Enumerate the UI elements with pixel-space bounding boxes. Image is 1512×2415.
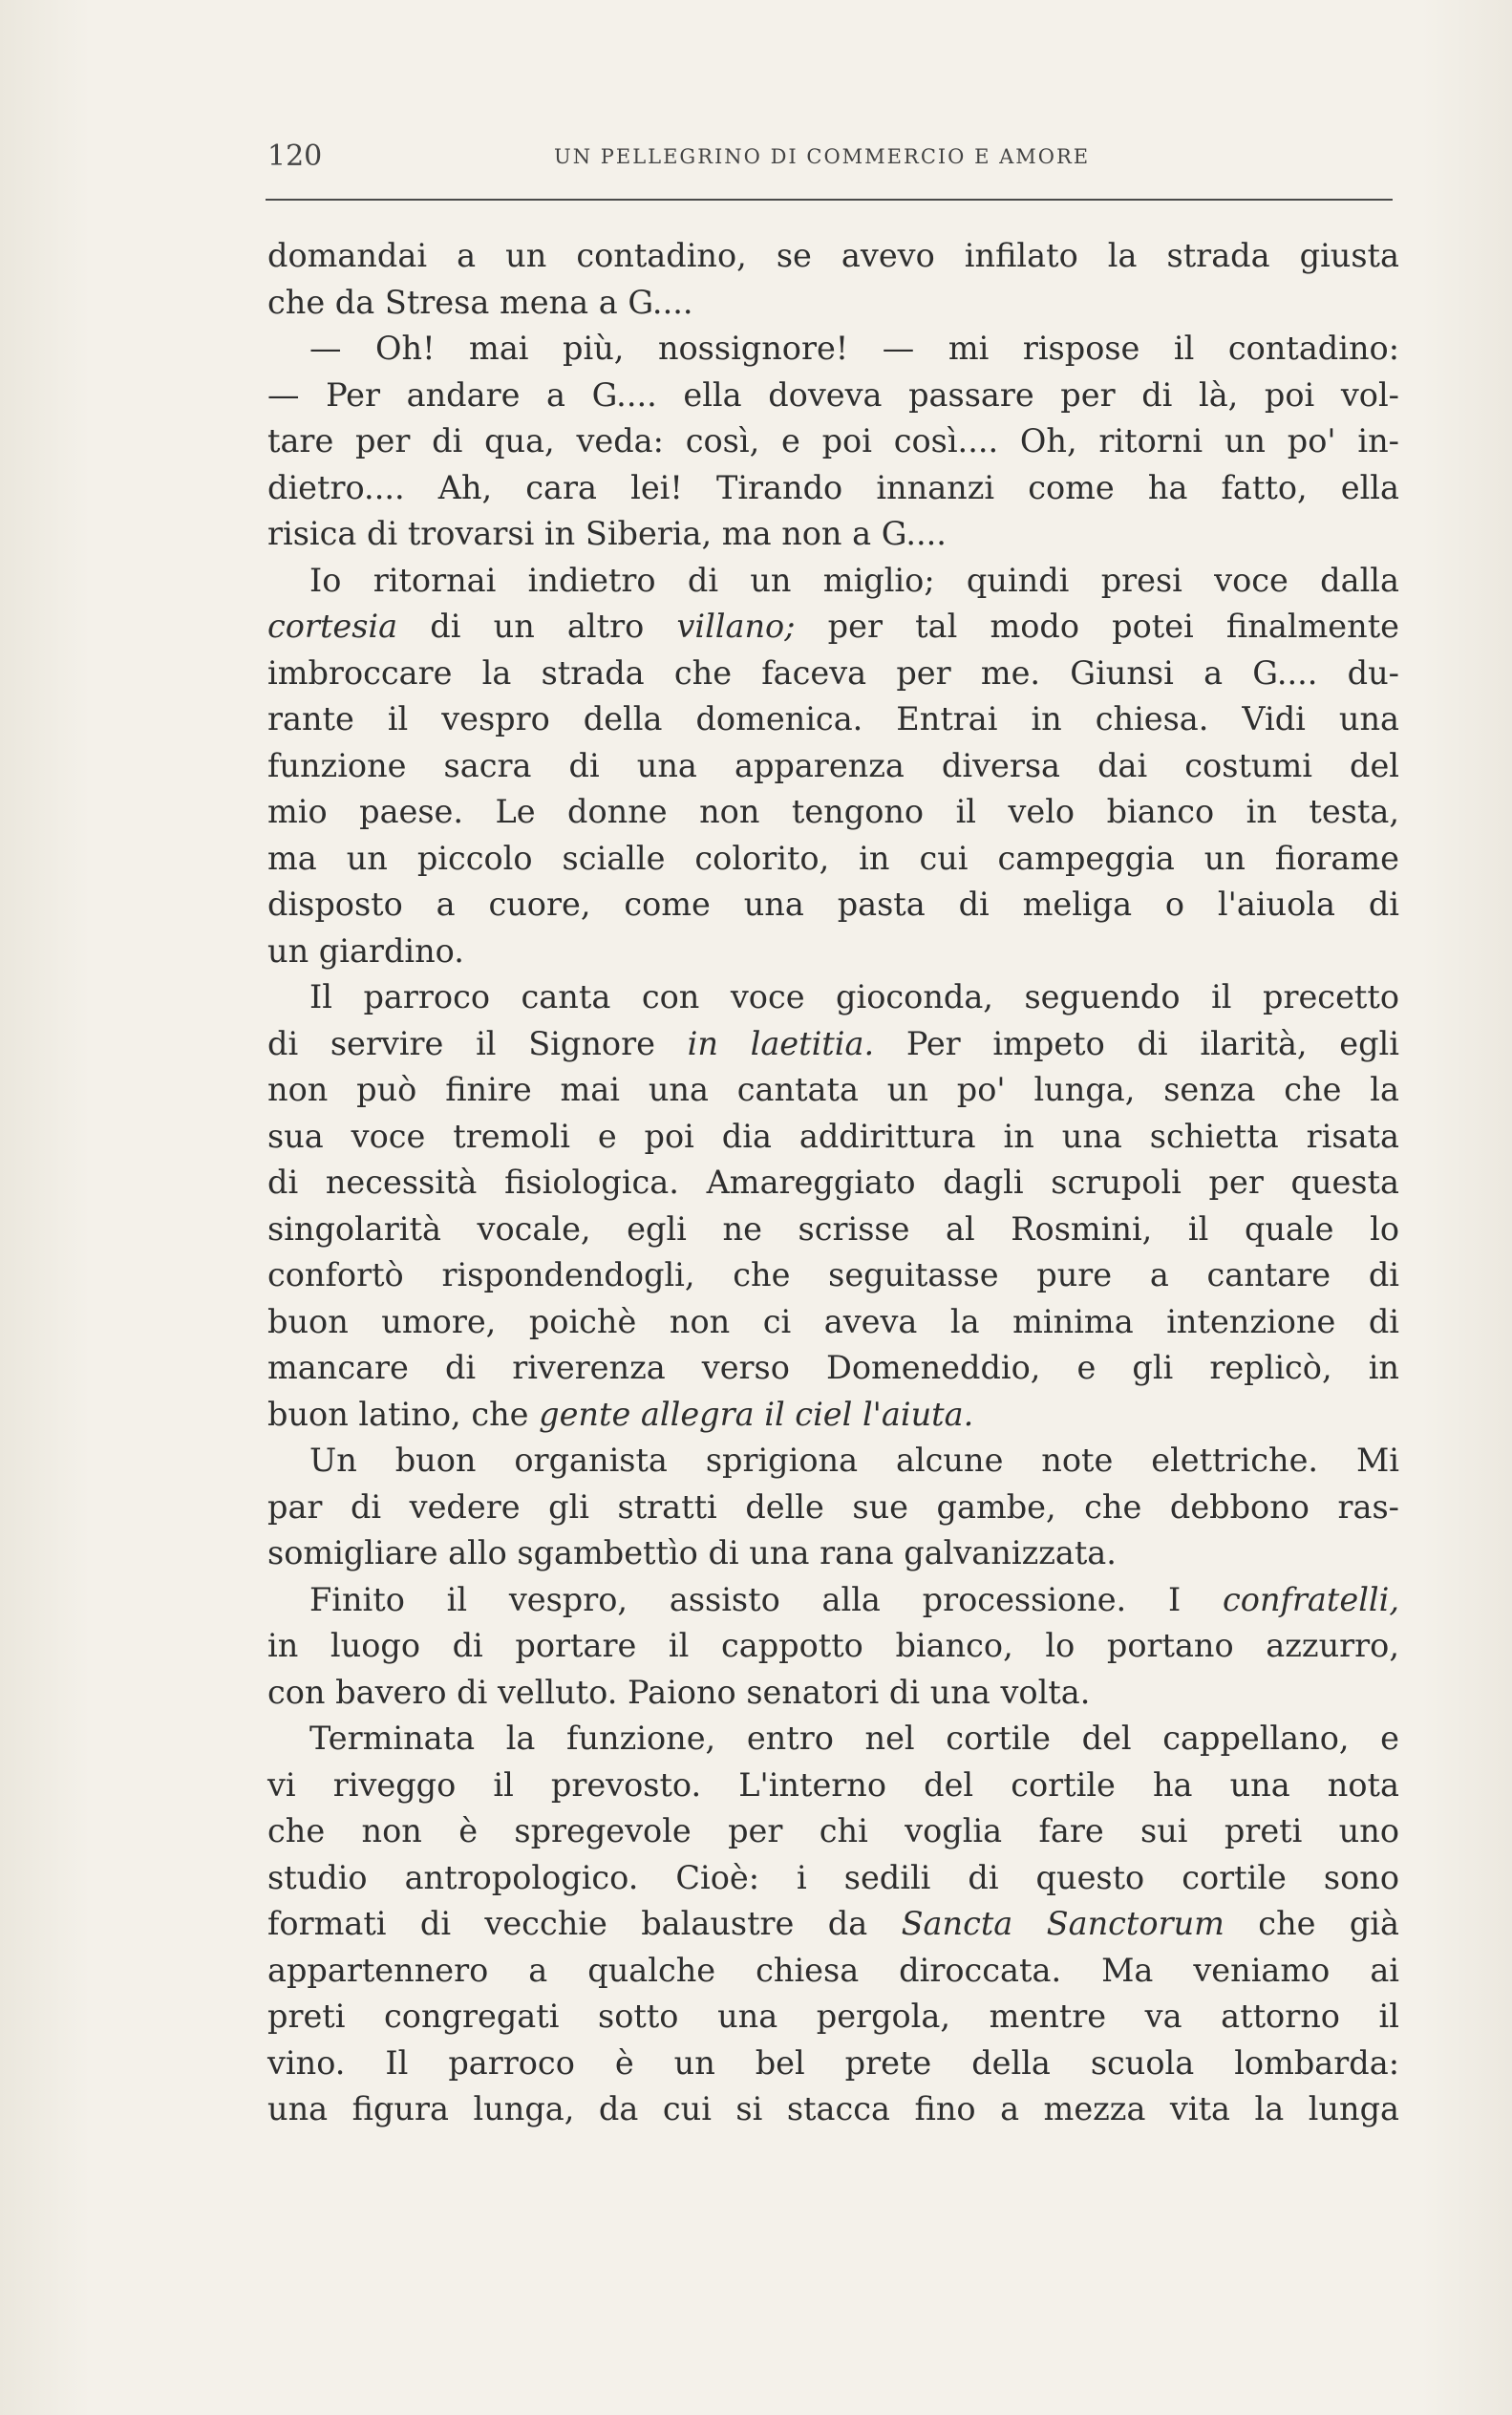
text-line: disposto a cuore, come una pasta di meliga o l'aiuola di bbox=[267, 886, 1399, 923]
text-line: singolarità vocale, egli ne scrisse al Rosmini, il quale lo bbox=[267, 1209, 1399, 1248]
text-line: confortò rispondendogli, che seguitasse pure a cantare di bbox=[267, 1256, 1399, 1293]
text-line: studio antropologico. Cioè: i sedili di questo cortile sono bbox=[267, 1858, 1399, 1896]
text-line: Il parroco canta con voce gioconda, seguendo il precetto bbox=[309, 978, 1399, 1015]
text-line: risica di trovarsi in Siberia, ma non a G.... bbox=[267, 515, 947, 552]
text-span: Per impeto di ilarità, egli bbox=[874, 1024, 1399, 1062]
text-line: preti congregati sotto una pergola, mentre va attorno il bbox=[267, 1998, 1399, 2035]
italic-span: cortesia bbox=[267, 608, 398, 645]
text-line: rante il vespro della domenica. Entrai in chiesa. Vidi una bbox=[267, 700, 1399, 737]
text-line: che non è spregevole per chi voglia fare sui preti uno bbox=[267, 1812, 1399, 1849]
running-title: UN PELLEGRINO DI COMMERCIO E AMORE bbox=[554, 145, 1091, 168]
text-line bbox=[267, 1392, 1399, 1439]
text-line bbox=[267, 1577, 1399, 1624]
text-line: ma un piccolo scialle colorito, in cui campeggia un fiorame bbox=[267, 839, 1399, 877]
text-span: per tal modo potei finalmente bbox=[795, 608, 1399, 645]
text-line: di necessità fisiologica. Amareggiato dagli scrupoli per questa bbox=[267, 1164, 1399, 1201]
text-line: sua voce tremoli e poi dia addirittura in una schietta risata bbox=[267, 1117, 1399, 1155]
text-line: — Per andare a G.... ella doveva passare per di là, poi vol- bbox=[267, 375, 1399, 414]
text-line: dietro.... Ah, cara lei! Tirando innanzi come ha fatto, ella bbox=[267, 468, 1399, 506]
text-span: formati di vecchie balaustre da bbox=[267, 1905, 902, 1942]
text-line bbox=[267, 1021, 1399, 1068]
text-line: mancare di riverenza verso Domeneddio, e gli replicò, in bbox=[267, 1349, 1399, 1386]
text-line bbox=[267, 1901, 1399, 1948]
body-text bbox=[267, 233, 1399, 2133]
text-line: domandai a un contadino, se avevo infilato la strada giusta bbox=[267, 237, 1399, 274]
text-line: vino. Il parroco è un bel prete della scuola lombarda: bbox=[267, 2043, 1399, 2082]
text-line: Terminata la funzione, entro nel cortile del cappellano, e bbox=[309, 1720, 1399, 1757]
text-span: che già bbox=[1224, 1905, 1399, 1942]
text-line: tare per di qua, veda: così, e poi così.... Oh, ritorni un po' in- bbox=[267, 422, 1399, 459]
page-number: 120 bbox=[267, 139, 323, 173]
text-span: buon latino, che bbox=[267, 1395, 540, 1433]
text-line: — Oh! mai più, nossignore! — mi rispose il contadino: bbox=[309, 330, 1399, 367]
text-line: un giardino. bbox=[267, 931, 464, 970]
text-line: funzione sacra di una apparenza diversa dai costumi del bbox=[267, 746, 1399, 784]
text-line: in luogo di portare il cappotto bianco, lo portano azzurro, bbox=[267, 1627, 1399, 1664]
text-line: Un buon organista sprigiona alcune note elettriche. Mi bbox=[309, 1442, 1399, 1479]
text-line: una figura lunga, da cui si stacca fino a mezza vita la lunga bbox=[267, 2090, 1399, 2127]
text-span: di un altro bbox=[397, 608, 677, 645]
italic-span: gente allegra il ciel l'aiuta. bbox=[539, 1395, 974, 1433]
text-line: appartennero a qualche chiesa diroccata. Ma veniamo ai bbox=[267, 1951, 1399, 1989]
page-header bbox=[267, 139, 1404, 178]
text-line: buon umore, poichè non ci aveva la minima intenzione di bbox=[267, 1302, 1399, 1340]
text-line: con bavero di velluto. Paiono senatori di una volta. bbox=[267, 1673, 1091, 1711]
text-line: vi riveggo il prevosto. L'interno del cortile ha una nota bbox=[267, 1765, 1399, 1804]
text-line: non può finire mai una cantata un po' lunga, senza che la bbox=[267, 1071, 1399, 1108]
text-span: Finito il vespro, assisto alla processione. I bbox=[309, 1580, 1224, 1618]
italic-span: villano; bbox=[676, 608, 796, 645]
text-span: di servire il Signore bbox=[267, 1024, 688, 1062]
italic-span: in laetitia. bbox=[687, 1024, 875, 1062]
text-line: par di vedere gli stratti delle sue gambe, che debbono ras- bbox=[267, 1487, 1399, 1526]
italic-span: confratelli, bbox=[1223, 1580, 1399, 1618]
header-rule bbox=[266, 199, 1393, 201]
text-line: somigliare allo sgambettìo di una rana galvanizzata. bbox=[267, 1534, 1117, 1571]
italic-span: Sancta Sanctorum bbox=[901, 1905, 1225, 1942]
text-line: imbroccare la strada che faceva per me. Giunsi a G.... du- bbox=[267, 653, 1399, 692]
text-line: Io ritornai indietro di un miglio; quindi presi voce dalla bbox=[309, 561, 1399, 599]
text-line: che da Stresa mena a G.... bbox=[267, 283, 693, 321]
text-line bbox=[267, 604, 1399, 651]
text-line: mio paese. Le donne non tengono il velo bianco in testa, bbox=[267, 793, 1399, 830]
